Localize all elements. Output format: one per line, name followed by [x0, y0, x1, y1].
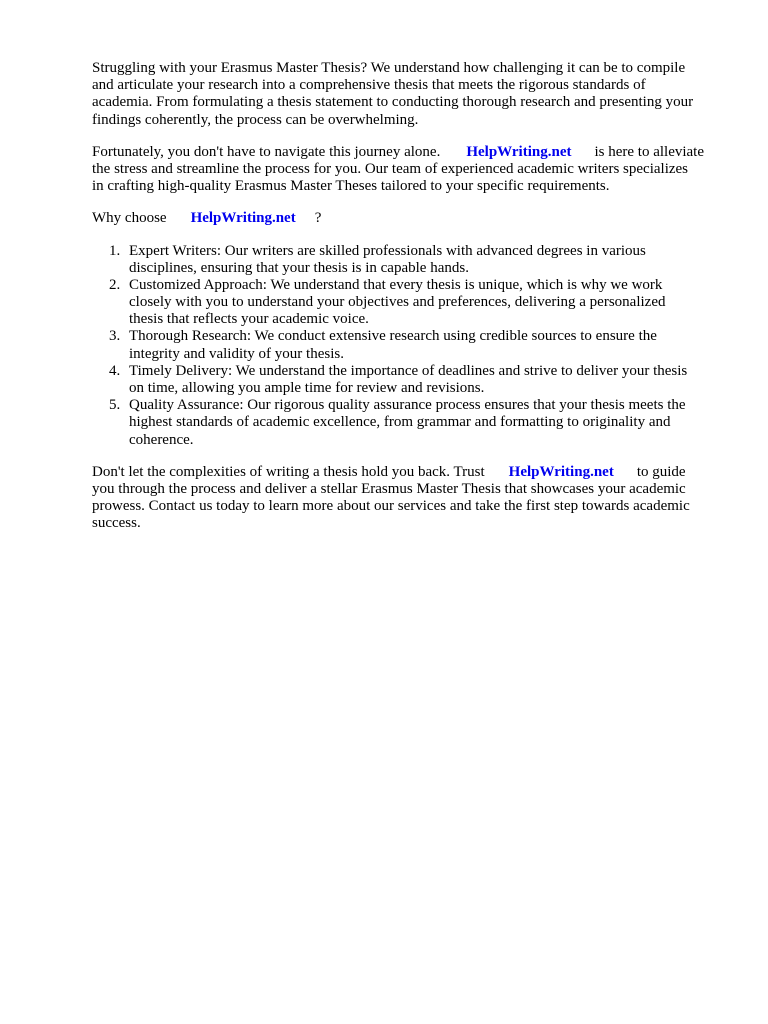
intro-line: findings coherently, the process can be overwhelming.: [92, 111, 419, 128]
intro-paragraph: [92, 60, 726, 129]
list-item: [92, 277, 726, 329]
list-number: 4.: [109, 362, 121, 379]
service-line: in crafting high-quality Erasmus Master Theses tailored to your specific requirements.: [92, 178, 610, 195]
list-item: [92, 243, 726, 277]
service-text: Fortunately, you don't have to navigate this journey alone.: [92, 143, 441, 160]
helpwriting-link[interactable]: HelpWriting.net: [190, 210, 296, 227]
list-number: 2.: [109, 276, 121, 293]
closing-line: success.: [92, 515, 141, 532]
list-number: 3.: [109, 328, 121, 345]
helpwriting-link[interactable]: HelpWriting.net: [508, 463, 614, 480]
closing-line: prowess. Contact us today to learn more about our services and take the first step towards academic: [92, 498, 690, 515]
list-item-line: disciplines, ensuring that your thesis is in capable hands.: [129, 259, 469, 276]
intro-line: academia. From formulating a thesis statement to conducting thorough research and presenting your: [92, 94, 694, 111]
list-item-line: Timely Delivery: We understand the importance of deadlines and strive to deliver your thesis: [129, 362, 688, 379]
benefits-list: [92, 243, 726, 449]
why-choose-text: Why choose: [92, 210, 167, 227]
closing-text: to guide: [636, 463, 686, 480]
list-item: [92, 397, 726, 449]
service-text: is here to alleviate: [594, 143, 705, 160]
list-item-line: thesis that reflects your academic voice.: [129, 311, 369, 328]
service-line: the stress and streamline the process for you. Our team of experienced academic writers specializes: [92, 160, 689, 177]
list-item: [92, 328, 726, 362]
list-item-line: Thorough Research: We conduct extensive research using credible sources to ensure the: [129, 328, 657, 345]
intro-line: Struggling with your Erasmus Master Thesis? We understand how challenging it can be to compile: [92, 60, 686, 76]
question-mark: ?: [314, 210, 322, 227]
list-number: 5.: [109, 397, 121, 414]
list-item-line: coherence.: [129, 431, 194, 448]
closing-paragraph: [92, 464, 726, 533]
list-item-line: highest standards of academic excellence, from grammar and formatting to originality and: [129, 414, 671, 431]
closing-line-with-link: [92, 464, 726, 481]
closing-line: you through the process and deliver a stellar Erasmus Master Thesis that showcases your academic: [92, 480, 686, 497]
list-item-line: on time, allowing you ample time for review and revisions.: [129, 380, 485, 396]
intro-line: and articulate your research into a comprehensive thesis that meets the rigorous standards of: [92, 77, 646, 94]
list-item-line: closely with you to understand your objectives and preferences, delivering a personalized: [129, 294, 666, 311]
list-item: [92, 363, 726, 397]
closing-text: Don't let the complexities of writing a thesis hold you back. Trust: [92, 463, 485, 480]
why-choose-line: [92, 210, 726, 227]
service-paragraph: [92, 144, 726, 196]
helpwriting-link[interactable]: HelpWriting.net: [466, 143, 572, 160]
list-item-line: integrity and validity of your thesis.: [129, 345, 344, 362]
why-choose-paragraph: [92, 210, 726, 227]
list-item-line: Expert Writers: Our writers are skilled professionals with advanced degrees in various: [129, 242, 646, 259]
document-page: [92, 60, 726, 548]
list-item-line: Customized Approach: We understand that every thesis is unique, which is why we work: [129, 276, 663, 293]
list-item-line: Quality Assurance: Our rigorous quality assurance process ensures that your thesis meets the: [129, 397, 686, 414]
list-number: 1.: [109, 242, 121, 259]
service-line-with-link: [92, 144, 726, 161]
